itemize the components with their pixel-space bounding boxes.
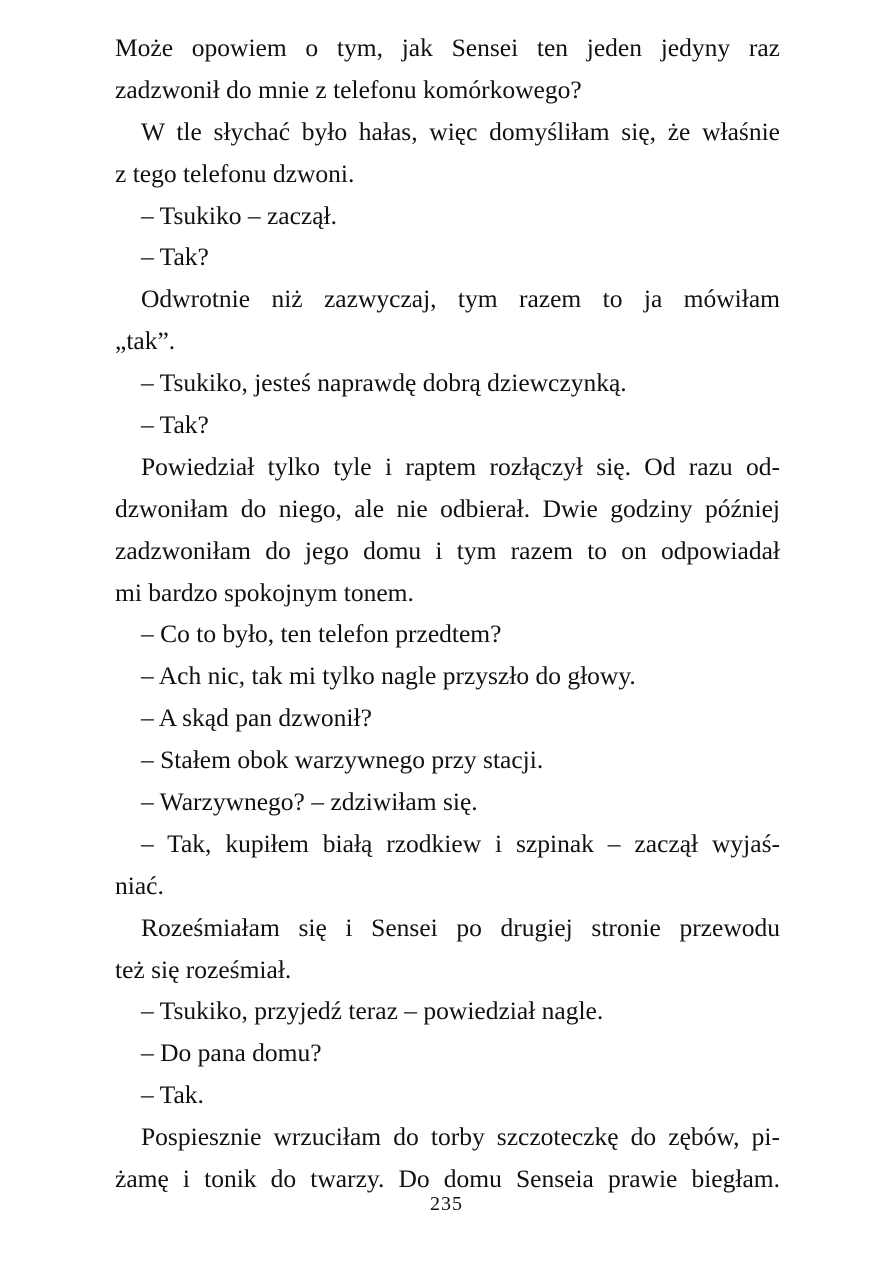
text-line: zadzwonił do mnie z telefonu komórkowego?	[115, 74, 582, 104]
page-number: 235	[430, 1193, 463, 1215]
body-text	[115, 27, 780, 1200]
text-line: – Do pana domu?	[141, 1038, 322, 1068]
text-line: W tle słychać było hałas, więc domyśliłam się, że właśnie	[141, 116, 780, 146]
text-line: – Tak?	[141, 242, 209, 272]
text-line: – Tsukiko – zaczął.	[141, 200, 338, 230]
text-line: – Warzywnego? – zdziwiłam się.	[141, 787, 478, 817]
text-line: mi bardzo spokojnym tonem.	[115, 577, 414, 607]
text-line: żamę i tonik do twarzy. Do domu Senseia prawie biegłam.	[115, 1164, 780, 1194]
text-line: Może opowiem o tym, jak Sensei ten jeden jedyny raz	[115, 33, 780, 62]
text-line: – Tak, kupiłem białą rzodkiew i szpinak – zaczął wyjaś-	[141, 828, 780, 858]
text-line: – Tsukiko, jesteś naprawdę dobrą dziewczynką.	[141, 368, 627, 398]
text-line: też się roześmiał.	[115, 954, 292, 984]
text-line: dzwoniłam do niego, ale nie odbierał. Dwie godziny później	[115, 493, 780, 523]
text-line: „tak”.	[115, 326, 176, 356]
text-line: Odwrotnie niż zazwyczaj, tym razem to ja mówiłam	[141, 284, 780, 314]
text-line: – Co to było, ten telefon przedtem?	[141, 619, 502, 649]
text-line: – Stałem obok warzywnego przy stacji.	[141, 745, 544, 775]
text-line: – Ach nic, tak mi tylko nagle przyszło do głowy.	[141, 661, 636, 691]
text-line: niać.	[115, 870, 164, 900]
text-line: – Tsukiko, przyjedź teraz – powiedział nagle.	[141, 996, 604, 1026]
text-line: – A skąd pan dzwonił?	[141, 703, 372, 733]
text-line: z tego telefonu dzwoni.	[115, 158, 355, 188]
text-line: zadzwoniłam do jego domu i tym razem to on odpowiadał	[115, 535, 780, 565]
text-line: – Tak?	[141, 410, 209, 440]
text-line: Roześmiałam się i Sensei po drugiej stronie przewodu	[141, 912, 780, 942]
text-line: – Tak.	[141, 1080, 204, 1110]
text-line: Powiedział tylko tyle i raptem rozłączył się. Od razu od-	[141, 451, 780, 481]
text-line: Pospiesznie wrzuciłam do torby szczoteczkę do zębów, pi-	[141, 1122, 780, 1152]
